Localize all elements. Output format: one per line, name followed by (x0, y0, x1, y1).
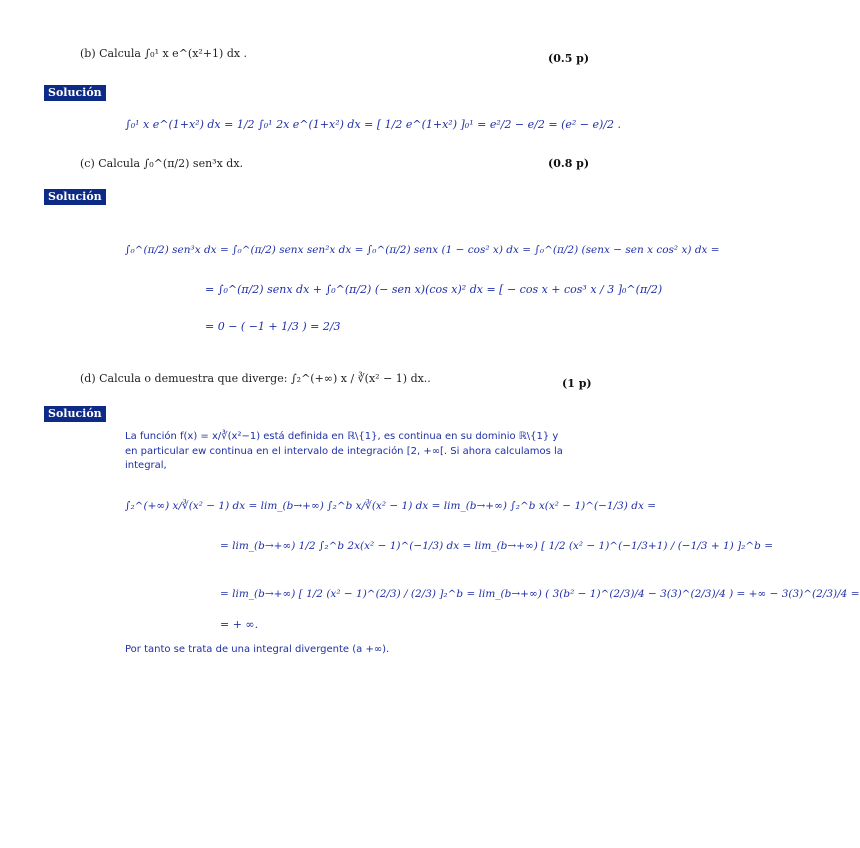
question-c: (c) Calcula ∫₀^(π/2) sen³x dx. (80, 157, 244, 170)
solution-c-line2: = ∫₀^(π/2) senx dx + ∫₀^(π/2) (− sen x)(cos x)² dx = [ − cos x + cos³ x / 3 ]₀^(π/2) (205, 283, 663, 296)
solution-badge-d: Solución (44, 406, 106, 422)
solution-badge-b: Solución (44, 85, 106, 101)
solution-b-equation: ∫₀¹ x e^(1+x²) dx = 1/2 ∫₀¹ 2x e^(1+x²) dx = [ 1/2 e^(1+x²) ]₀¹ = e²/2 − e/2 = (e² − e)/2 . (125, 118, 621, 131)
question-b: (b) Calcula ∫₀¹ x e^(x²+1) dx . (80, 47, 248, 60)
points-c: (0.8 p) (548, 157, 590, 170)
solution-d-line1: ∫₂^(+∞) x/∛(x² − 1) dx = lim_(b→+∞) ∫₂^b x/∛(x² − 1) dx = lim_(b→+∞) ∫₂^b x(x² − 1)^(−1/3) dx = (125, 500, 657, 512)
question-d: (d) Calcula o demuestra que diverge: ∫₂^(+∞) x / ∛(x² − 1) dx.. (80, 372, 431, 385)
solution-d-line3: = lim_(b→+∞) [ 1/2 (x² − 1)^(2/3) / (2/3) ]₂^b = lim_(b→+∞) ( 3(b² − 1)^(2/3)/4 − 3(3)^(2/3)/4 ) = +∞ − 3(3)^(2/3)/4 = (220, 588, 860, 600)
solution-d-conclusion: Por tanto se trata de una integral divergente (a +∞). (125, 644, 390, 655)
solution-d-line4: = + ∞. (220, 618, 259, 631)
points-b: (0.5 p) (548, 52, 590, 65)
solution-d-intro: La función f(x) = x/∛(x²−1) está definida en ℝ\{1}, es continua en su dominio ℝ\{1} y en particular ew continua en el intervalo de integración [2, +∞[. Si ahora calculamos la integral, (125, 431, 563, 471)
solution-c-line1: ∫₀^(π/2) sen³x dx = ∫₀^(π/2) senx sen²x dx = ∫₀^(π/2) senx (1 − cos² x) dx = ∫₀^(π/2) (senx − sen x cos² x) dx = (125, 244, 720, 256)
solution-c-line3: = 0 − ( −1 + 1/3 ) = 2/3 (205, 320, 341, 333)
points-d: (1 p) (562, 377, 592, 390)
solution-badge-c: Solución (44, 189, 106, 205)
solution-d-line2: = lim_(b→+∞) 1/2 ∫₂^b 2x(x² − 1)^(−1/3) dx = lim_(b→+∞) [ 1/2 (x² − 1)^(−1/3+1) / (−1/3 + 1) ]₂^b = (220, 540, 774, 552)
